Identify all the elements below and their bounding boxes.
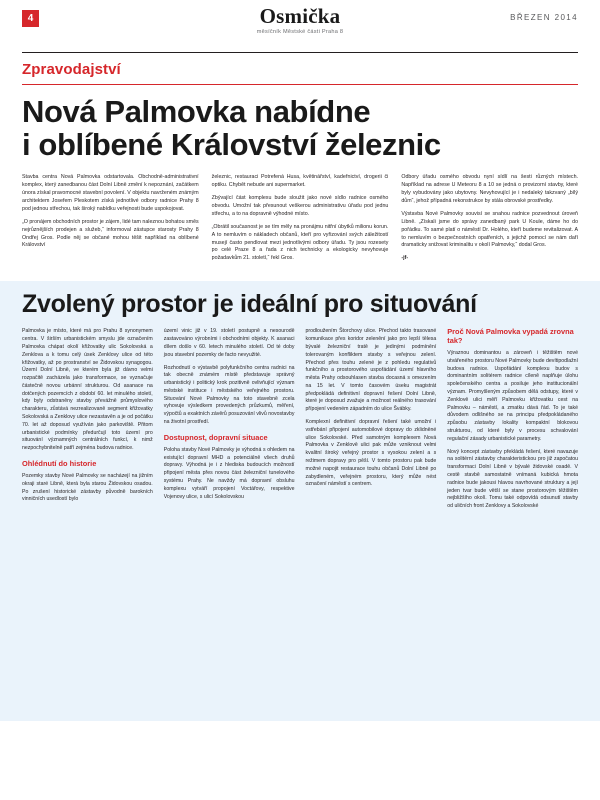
paragraph: Rozhodnutí o výstavbě polyfunkčního centra radnici na tak obecně známém místě představuje správný urbanistický i politický krok pozitivně ovlivňující význam městské instituce i městského veřejného prostoru. Situování Nové Palmovky na toto stavebně zcela vyhovuje výsledkem provedených průzkumů, měření, výpočtů a exaktních závěrů posuzování vlivů novostavby na životní prostředí. xyxy=(163,364,295,426)
page-title xyxy=(22,95,578,162)
subheading-transport: Dostupnost, dopravní situace xyxy=(163,432,268,442)
paragraph: Výstavba Nové Palmovky souvisí se snahou radnice pozvednout úroveň Libně. „Získali jsme do správy zanedbaný park U Koule, dáme ho do pořádku. To samé platí o náměstí Dr. Holého, kteří budeme revitalizovat. A to nemluvím o bezpečnostních opatřeních, s jejichž pomocí se nám daří dramaticky snižovat kriminalitu v okolí Palmovky,“ dodal Gros. xyxy=(401,210,579,249)
paragraph: Nový koncept zástavby překládá řešení, které navazuje na solitérní zástavby charakteristickou pro již započatou transformaci Dolní Libně v bývalé židovské osadě. V cestě stavbě samostatně vnímaná kubická hmota radnice bude jakousi hlavou navrhované struktury a její jeden tvar bude větší se stane prostorovým těžištěm nejbližšího okolí. Tomu také odpovídá odsunutí stavby od uličních front Zenklovy a Sokolovské xyxy=(447,448,578,510)
paragraph: Odbory úřadu osmého obvodu nyní sídlí na šesti různých místech. Například na adrese U Meteoru 8 a 10 se jedná o provizorní stavby, které byly vybudovány jako ubytovny. Nevyhovující je i nedaleký takzvaný „bílý dům“, jehož případná rekonstrukce by stála obrovské prostředky. xyxy=(401,173,579,204)
paper-title-block xyxy=(22,6,578,35)
article-2-column-4 xyxy=(447,328,578,516)
article-2-column-2 xyxy=(164,328,295,516)
section-divider xyxy=(22,84,578,85)
paragraph: Výraznou dominantou a zároveň i těžištěm nové utvářeného prostoru Nové Palmovky bude devítipodlažní budova radnice. Uspořádání komplexu budov s dominantním solitérem radnice cíleně naplňuje úlohu společenského centra a posiluje jeho institucionální význam. Promyšleným způsobem dělá odstupy, které v Zenklově ulici měří Palmovku křižovatku cest na Palmovku – náměstí, a zmatku dává řád. To je také důvodem odlišného se na principu předpokládaného způsobu zástavby lokality kompaktní blokovou strukturou, od které byly v procesu schvalování regulační zásady urbanistické parametry. xyxy=(447,350,578,442)
paragraph: Zbývající část komplexu bude sloužit jako nové sídlo radnice osmého obvodu. Umožní tak přesunout veškerou administrativu úřadu pod jednu střechu, a to na dopravně výhodné místo. xyxy=(211,194,389,217)
masthead xyxy=(22,0,578,50)
section-title: Zpravodajství xyxy=(22,61,121,78)
article-2-column-3 xyxy=(306,328,437,516)
headline-line-2: i oblíbené Království železnic xyxy=(22,127,441,163)
issue-date: BŘEZEN 2014 xyxy=(510,13,578,22)
paragraph: území vinic již v 19. století postupně a nesourodě zastavováno výrobními i obchodními objekty. K asanaci dílem došlo v 60. letech minulého století. Od té doby jsou stavební pozemky de facto nevyužité. xyxy=(163,328,295,358)
page-number: 4 xyxy=(22,10,39,27)
paragraph: železnic, restauraci Potrefená Husa, květinářství, kadeřnictví, drogerii či optiku. Chybět nebude ani supermarket. xyxy=(211,173,389,188)
paragraph: prodloužením Štorchovy ulice. Přechod takto trasované komunikace přes koridor zelenění jako pro lepší tělesa bývalé železniční tratě je jedinými podmínění tolerovaným konfliktem stavby s veřejnou zelení. Přechod přes touhu zelené je z pohledu regulativů funkčního a prostorového uspořádání území hlavního města Prahy odsouhlasen stavba docasná s omezením na 15 let. V tomto časovém úseku magistrát předpokládá definitivní dopravní řešení Dolní Libně, které je doposud zvažuje a možnost reálného trasování přípojení vedeném západním do ulice Švábky. xyxy=(305,328,437,413)
article-2 xyxy=(0,281,600,721)
paragraph: „O pronájem obchodních prostor je zájem, lidé tam naleznou bohatou směs nejrůznějších prodejen a služeb,“ informoval zástupce starosty Prahy 8 Ondřej Gros. Podle něj se občané mohou těšit například na oblíbené Království xyxy=(22,218,199,249)
paper-subtitle: měsíčník Městské části Praha 8 xyxy=(256,29,344,35)
article-1-column-3 xyxy=(401,174,578,268)
subheading-history: Ohlédnutí do historie xyxy=(22,459,97,469)
article-byline: -jf- xyxy=(401,255,409,262)
article-2-column-1 xyxy=(22,328,153,516)
article-1-column-2 xyxy=(212,174,389,268)
headline-line-1: Nová Palmovka nabídne xyxy=(22,94,371,129)
paragraph: Palmovka je místo, které má pro Prahu 8 synonymem centra. V širším urbanistickém smyslu jde označením Palmovka chápat okolí křižovatky ulic Sokolovská a Zenklova a k tomu celý úsek Zenklovy ulice od této křižovatky, až po prostranství se Židovskou synagogou. Území Dolní Libně, ve kterém byla již dávno velmi rozpačitě zacházela jako transformace, se vyznačuje částečně novou urbánní strukturou. Od asanace na dotčených pozemcích z období 60. let minulého století, kdy byly odstraněny stavby převážně průmyslového charakteru, zůstává nezrealizovaně segment křižovatky Sokolovská a Zenklovy ulice nezastavěn a je od počátku 70. let až doposud využíván jako parkoviště. Přitom urbanistické podmínky předurčují toto území pro situování významných centrálních funkcí, k nimž nezpochybnitelně patří zejména budova radnice. xyxy=(22,328,153,452)
article-1-body xyxy=(22,174,578,268)
paragraph: Poloha stavby Nové Palmovky je výhodná s ohledem na existující dopravní MHD a potenciálně všech druhů dopravy. Výhodná je i z hlediska budoucích možností připojení města přes novou část železniční tunelového systému Prahy. Ne navždy má dopravní obsluhu komplexu vytváří propojení Voctářovy, respektive Vojenovy ulice, s ulicí Sokolovskou xyxy=(163,446,295,500)
masthead-divider xyxy=(22,52,578,53)
paragraph: Stavba centra Nová Palmovka odstartovala. Obchodně-administrativní komplex, který zanedbanou část Dolní Libně změní k nepoznání, začátkem února získal pravomocné stavební povolení. V objektu navrženém známým architektem Josefem Pleskotem získá jednotlivé odbory radnice Prahy 8 pod jednou střechou, tak široký nabídku veřejnosti bude uspokojovat. xyxy=(22,173,199,212)
article-2-title: Zvolený prostor je ideální pro situování xyxy=(22,290,477,319)
paragraph: Komplexní definitivní dopravní řešení také umožní i vstřebání připojení automobilové dopravy do zklidněné ulice Sokolovské. Před samotným komplexem Nová Palmovka v Zenklově ulici pak může vzniknout velmi kvalitní široký veřejný prostor s vysokou zelení a s režimem dopravy pro pěší. V tomto prostoru pak bude možné napojit restaurace touhu občanů Dolní Libně po zabydleném, veřejném prostoru, který může nést označení náměstí s centrem. xyxy=(305,419,437,488)
paper-title: Osmička xyxy=(259,4,341,28)
paragraph: Pozemky stavby Nové Palmovky se nacházejí na jižním okraji staré Libně, která byla starou Židovskou osadou. Po zrušení historické zástavby původně barokních vinničních usedlostí bylo xyxy=(22,472,153,503)
article-2-body xyxy=(22,328,578,516)
article-1-column-1 xyxy=(22,174,199,268)
subheading-why: Proč Nová Palmovka vypadá zrovna tak? xyxy=(447,327,574,346)
paragraph: „Obrátil současnost je se tím měly na pronájmu nitřní úbytků milionu korun. A to nemluvím o nákladech občanů, kteří pro vyřizování svých záležitostí musejí často pendlovat mezi jednotlivými odbory úřadu. Ty jsou rozesety po celé Praze 8 a řada z nich technicky a ekologicky nevyhovuje požadavkům 21. století,“ řekl Gros. xyxy=(211,223,389,262)
